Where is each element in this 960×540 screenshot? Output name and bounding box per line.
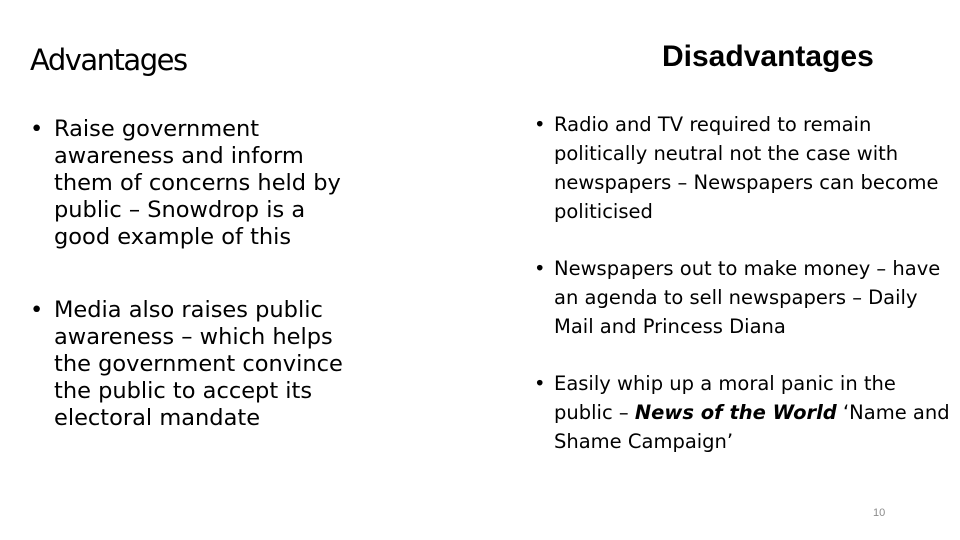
disadvantages-list-item [534,254,954,341]
advantages-item-text: Media also raises public awareness – which helps the government convince the public to accept its electoral mandate [54,297,343,431]
newspaper-title: News of the World [634,401,837,424]
item-text-end: ‘Name and Shame Campaign’ [554,401,950,453]
advantages-heading: Advantages [30,43,187,77]
item-text-start: Easily whip up a moral panic in the public – [554,372,896,424]
bullet-icon: • [30,297,44,323]
advantages-list-item [30,297,350,432]
advantages-list-item [30,116,350,251]
bullet-icon: • [534,372,546,395]
slide-number: 10 [873,507,886,519]
disadvantages-list-item [534,369,954,456]
disadvantages-item-text: Newspapers out to make money – have an agenda to sell newspapers – Daily Mail and Princess Diana [554,257,941,338]
bullet-icon: • [30,116,44,142]
bullet-icon: • [534,113,546,136]
disadvantages-item-text: Radio and TV required to remain politically neutral not the case with newspapers – Newspapers can become politicised [554,113,939,223]
bullet-icon: • [534,257,546,280]
disadvantages-heading: Disadvantages [662,40,874,73]
advantages-item-text: Raise government awareness and inform them of concerns held by public – Snowdrop is a good example of this [54,116,341,250]
disadvantages-item-text [534,369,954,456]
disadvantages-list-item [534,110,954,226]
